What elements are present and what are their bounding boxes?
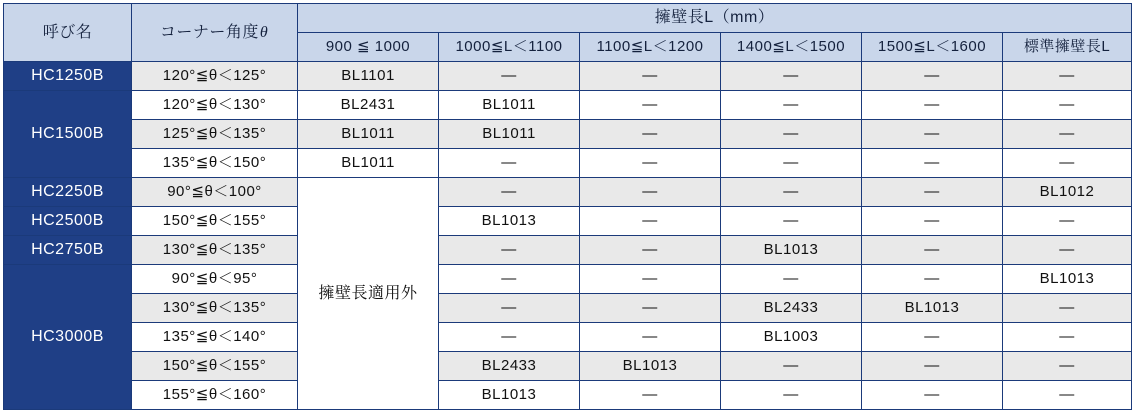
cell-1500-1600: — (862, 323, 1003, 352)
row-angle: 135°≦θ＜140° (132, 323, 298, 352)
cell-1100-1200: — (580, 236, 721, 265)
cell-standard: — (1003, 381, 1132, 410)
cell-1100-1200: — (580, 265, 721, 294)
cell-1500-1600: — (862, 178, 1003, 207)
cell-1500-1600: — (862, 352, 1003, 381)
cell-1400-1500: — (721, 149, 862, 178)
cell-1500-1600: — (862, 91, 1003, 120)
cell-1500-1600: — (862, 149, 1003, 178)
header-standard-length: 標準擁壁長L (1003, 33, 1132, 62)
header-angle-label: コーナー角度 (159, 23, 259, 41)
cell-1500-1600: — (862, 207, 1003, 236)
row-angle: 120°≦θ＜130° (132, 91, 298, 120)
cell-1400-1500: — (721, 62, 862, 91)
table-row (4, 149, 1132, 178)
row-angle: 120°≦θ＜125° (132, 62, 298, 91)
cell-1000-1100: — (439, 62, 580, 91)
cell-standard: — (1003, 352, 1132, 381)
table-row (4, 178, 1132, 207)
cell-standard: BL1013 (1003, 265, 1132, 294)
cell-1000-1100: BL1011 (439, 120, 580, 149)
cell-1000-1100: BL2433 (439, 352, 580, 381)
cell-standard: — (1003, 91, 1132, 120)
header-name: 呼び名 (4, 4, 132, 62)
cell-900-1000: BL1101 (298, 62, 439, 91)
cell-1000-1100: — (439, 294, 580, 323)
cell-standard: — (1003, 62, 1132, 91)
cell-standard: — (1003, 149, 1132, 178)
row-angle: 135°≦θ＜150° (132, 149, 298, 178)
cell-standard: — (1003, 323, 1132, 352)
cell-1100-1200: — (580, 294, 721, 323)
cell-standard: — (1003, 236, 1132, 265)
cell-1400-1500: — (721, 91, 862, 120)
retaining-wall-spec-table (3, 3, 1132, 410)
cell-standard: — (1003, 294, 1132, 323)
row-angle: 90°≦θ＜95° (132, 265, 298, 294)
header-range-1500-1600: 1500≦L＜1600 (862, 33, 1003, 62)
cell-1500-1600: — (862, 265, 1003, 294)
table-row (4, 381, 1132, 410)
table-row (4, 62, 1132, 91)
cell-1000-1100: BL1013 (439, 381, 580, 410)
spec-table-container (3, 3, 1131, 410)
cell-1500-1600: — (862, 62, 1003, 91)
header-range-1400-1500: 1400≦L＜1500 (721, 33, 862, 62)
row-name: HC3000B (4, 265, 132, 410)
cell-1400-1500: — (721, 120, 862, 149)
header-angle (132, 4, 298, 62)
row-name: HC2250B (4, 178, 132, 207)
cell-standard: — (1003, 120, 1132, 149)
cell-1100-1200: BL1013 (580, 352, 721, 381)
cell-900-1000: BL1011 (298, 120, 439, 149)
cell-1400-1500: — (721, 265, 862, 294)
table-row (4, 207, 1132, 236)
table-row (4, 352, 1132, 381)
table-body (4, 62, 1132, 410)
cell-1000-1100: — (439, 178, 580, 207)
row-name: HC2500B (4, 207, 132, 236)
cell-1400-1500: — (721, 178, 862, 207)
cell-standard: BL1012 (1003, 178, 1132, 207)
row-angle: 130°≦θ＜135° (132, 236, 298, 265)
row-angle: 150°≦θ＜155° (132, 352, 298, 381)
cell-1100-1200: — (580, 149, 721, 178)
cell-1400-1500: BL2433 (721, 294, 862, 323)
table-row (4, 265, 1132, 294)
cell-1400-1500: — (721, 381, 862, 410)
cell-1100-1200: — (580, 91, 721, 120)
table-row (4, 323, 1132, 352)
table-head (4, 4, 1132, 62)
cell-1100-1200: — (580, 120, 721, 149)
cell-1500-1600: — (862, 236, 1003, 265)
cell-1100-1200: — (580, 62, 721, 91)
row-angle: 125°≦θ＜135° (132, 120, 298, 149)
cell-1400-1500: BL1013 (721, 236, 862, 265)
not-applicable-cell: 擁壁長適用外 (298, 178, 439, 410)
cell-1500-1600: — (862, 120, 1003, 149)
header-row-top (4, 4, 1132, 33)
cell-1000-1100: — (439, 149, 580, 178)
theta-symbol: θ (259, 23, 269, 41)
cell-1100-1200: — (580, 207, 721, 236)
cell-1500-1600: — (862, 381, 1003, 410)
header-wall-length-group: 擁壁長L（mm） (298, 4, 1132, 33)
header-range-1000-1100: 1000≦L＜1100 (439, 33, 580, 62)
cell-1400-1500: BL1003 (721, 323, 862, 352)
row-angle: 90°≦θ＜100° (132, 178, 298, 207)
table-row (4, 120, 1132, 149)
cell-1000-1100: — (439, 236, 580, 265)
cell-1100-1200: — (580, 323, 721, 352)
row-name: HC1250B (4, 62, 132, 91)
row-angle: 155°≦θ＜160° (132, 381, 298, 410)
cell-standard: — (1003, 207, 1132, 236)
table-row (4, 91, 1132, 120)
table-row (4, 294, 1132, 323)
cell-1400-1500: — (721, 207, 862, 236)
cell-1400-1500: — (721, 352, 862, 381)
header-range-1100-1200: 1100≦L＜1200 (580, 33, 721, 62)
cell-1100-1200: — (580, 381, 721, 410)
row-angle: 130°≦θ＜135° (132, 294, 298, 323)
cell-1000-1100: — (439, 323, 580, 352)
cell-1500-1600: BL1013 (862, 294, 1003, 323)
header-range-900-1000: 900 ≦ 1000 (298, 33, 439, 62)
cell-1000-1100: — (439, 265, 580, 294)
row-name: HC2750B (4, 236, 132, 265)
cell-1000-1100: BL1013 (439, 207, 580, 236)
cell-1000-1100: BL1011 (439, 91, 580, 120)
row-name: HC1500B (4, 91, 132, 178)
cell-1100-1200: — (580, 178, 721, 207)
table-row (4, 236, 1132, 265)
cell-900-1000: BL1011 (298, 149, 439, 178)
cell-900-1000: BL2431 (298, 91, 439, 120)
row-angle: 150°≦θ＜155° (132, 207, 298, 236)
